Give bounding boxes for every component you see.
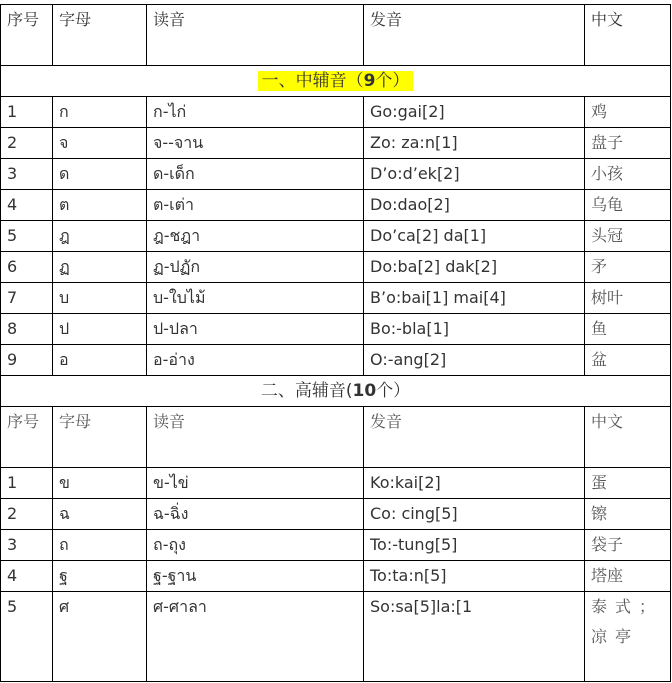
table-row (1, 530, 671, 561)
cell-chinese: 小孩 (585, 159, 671, 190)
section-1-count: 9 (363, 71, 376, 91)
table-row (1, 128, 671, 159)
cell-reading: ศ-ศาลา (147, 592, 364, 682)
cell-letter: อ (53, 345, 147, 376)
cell-chinese: 矛 (585, 252, 671, 283)
cell-index: 4 (1, 190, 53, 221)
table-row (1, 499, 671, 530)
header-chinese: 中文 (585, 407, 671, 468)
cell-reading: จ--จาน (147, 128, 364, 159)
cell-letter: ก (53, 97, 147, 128)
table-row (1, 314, 671, 345)
header-index: 序号 (1, 5, 53, 66)
cell-letter: จ (53, 128, 147, 159)
cell-index: 1 (1, 468, 53, 499)
cell-pronunciation: Go:gai[2] (364, 97, 585, 128)
cell-reading: ต-เต่า (147, 190, 364, 221)
cell-chinese: 袋子 (585, 530, 671, 561)
table-row (1, 592, 671, 682)
cell-index: 4 (1, 561, 53, 592)
section-2-count: 10 (352, 381, 377, 401)
table-row (1, 221, 671, 252)
cell-reading: ข-ไข่ (147, 468, 364, 499)
cell-chinese: 鸡 (585, 97, 671, 128)
header-reading: 读音 (147, 5, 364, 66)
cell-pronunciation: To:-tung[5] (364, 530, 585, 561)
cell-pronunciation: Do:dao[2] (364, 190, 585, 221)
cell-letter: ด (53, 159, 147, 190)
header-row-2 (1, 407, 671, 468)
cell-letter: ฏ (53, 252, 147, 283)
cell-index: 2 (1, 128, 53, 159)
cell-index: 3 (1, 530, 53, 561)
table-row (1, 252, 671, 283)
header-letter: 字母 (53, 407, 147, 468)
cell-reading: ฏ-ปฏัก (147, 252, 364, 283)
cell-letter: ฐ (53, 561, 147, 592)
header-letter: 字母 (53, 5, 147, 66)
table-row (1, 97, 671, 128)
cell-chinese: 蛋 (585, 468, 671, 499)
section-1-prefix: 一、中辅音（ (261, 71, 364, 91)
table-row (1, 283, 671, 314)
table-row (1, 190, 671, 221)
cell-chinese: 塔座 (585, 561, 671, 592)
thai-consonant-table (0, 4, 671, 682)
header-reading: 读音 (147, 407, 364, 468)
section-1-highlight (258, 71, 414, 91)
cell-index: 6 (1, 252, 53, 283)
header-pronunciation: 发音 (364, 5, 585, 66)
cell-pronunciation: Do’ca[2] da[1] (364, 221, 585, 252)
cell-reading: ฎ-ชฎา (147, 221, 364, 252)
header-index: 序号 (1, 407, 53, 468)
cell-chinese: 泰式；凉亭 (585, 592, 671, 682)
cell-reading: ถ-ถุง (147, 530, 364, 561)
cell-pronunciation: To:ta:n[5] (364, 561, 585, 592)
cell-chinese: 鱼 (585, 314, 671, 345)
cell-pronunciation: D’o:d’ek[2] (364, 159, 585, 190)
cell-chinese: 盆 (585, 345, 671, 376)
cell-reading: ฉ-ฉิ่ง (147, 499, 364, 530)
cell-pronunciation: So:sa[5]la:[1 (364, 592, 585, 682)
cell-pronunciation: Bo:-bla[1] (364, 314, 585, 345)
section-1-suffix: 个） (375, 71, 410, 91)
cell-letter: ป (53, 314, 147, 345)
cell-reading: ก-ไก่ (147, 97, 364, 128)
cell-chinese: 镲 (585, 499, 671, 530)
cell-index: 9 (1, 345, 53, 376)
cell-chinese: 头冠 (585, 221, 671, 252)
cell-reading: ป-ปลา (147, 314, 364, 345)
cell-letter: ต (53, 190, 147, 221)
cell-reading: ด-เด็ก (147, 159, 364, 190)
cell-pronunciation: Do:ba[2] dak[2] (364, 252, 585, 283)
cell-index: 5 (1, 592, 53, 682)
cell-chinese: 盘子 (585, 128, 671, 159)
cell-index: 2 (1, 499, 53, 530)
table-row (1, 561, 671, 592)
section-2-suffix: 个） (376, 381, 411, 401)
table-row (1, 468, 671, 499)
cell-chinese: 树叶 (585, 283, 671, 314)
cell-index: 1 (1, 97, 53, 128)
header-row (1, 5, 671, 66)
cell-index: 7 (1, 283, 53, 314)
section-1-title (1, 66, 671, 97)
table-row (1, 345, 671, 376)
cell-index: 5 (1, 221, 53, 252)
cell-reading: บ-ใบไม้ (147, 283, 364, 314)
cell-pronunciation: Co: cing[5] (364, 499, 585, 530)
cell-chinese: 乌龟 (585, 190, 671, 221)
header-chinese: 中文 (585, 5, 671, 66)
section-2-prefix: 二、高辅音( (260, 381, 353, 401)
cell-reading: อ-อ่าง (147, 345, 364, 376)
cell-reading: ฐ-ฐาน (147, 561, 364, 592)
cell-letter: ถ (53, 530, 147, 561)
cell-pronunciation: B’o:bai[1] mai[4] (364, 283, 585, 314)
header-pronunciation: 发音 (364, 407, 585, 468)
cell-pronunciation: Ko:kai[2] (364, 468, 585, 499)
cell-pronunciation: Zo: za:n[1] (364, 128, 585, 159)
cell-letter: ฎ (53, 221, 147, 252)
cell-pronunciation: O:-ang[2] (364, 345, 585, 376)
cell-letter: ศ (53, 592, 147, 682)
cell-letter: บ (53, 283, 147, 314)
cell-letter: ฉ (53, 499, 147, 530)
section-2-title (1, 376, 671, 407)
cell-letter: ข (53, 468, 147, 499)
cell-index: 8 (1, 314, 53, 345)
cell-index: 3 (1, 159, 53, 190)
table-row (1, 159, 671, 190)
